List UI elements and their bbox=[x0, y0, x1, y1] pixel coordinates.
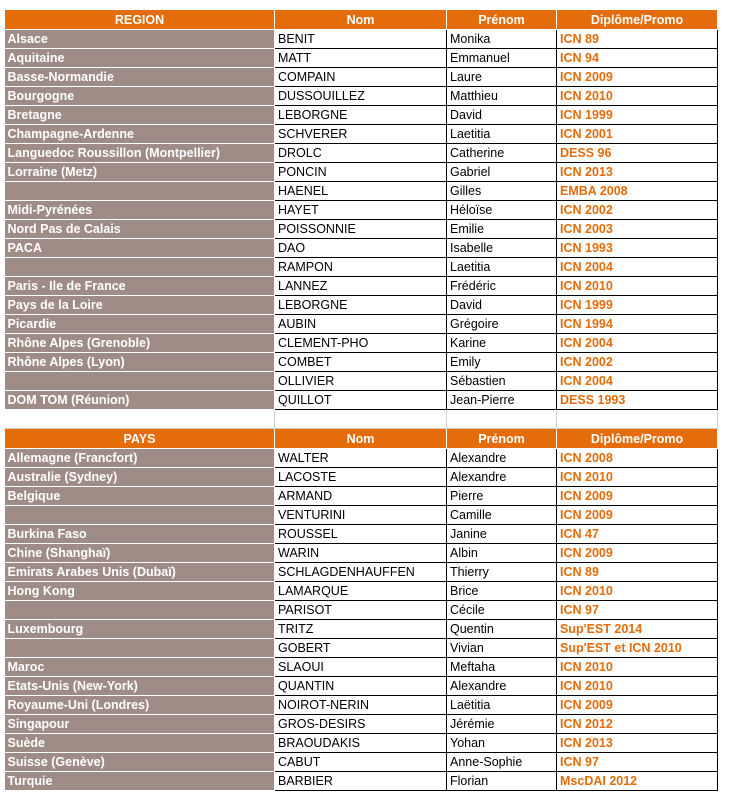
zone-cell: Chine (Shanghaï) bbox=[5, 544, 275, 563]
diplome-cell: ICN 2010 bbox=[557, 468, 718, 487]
diplome-cell: Sup'EST et ICN 2010 bbox=[557, 639, 718, 658]
pays-row bbox=[5, 449, 718, 468]
prenom-cell: Anne-Sophie bbox=[447, 753, 557, 772]
diplome-cell: ICN 2003 bbox=[557, 220, 718, 239]
prenom-cell: Jean-Pierre bbox=[447, 391, 557, 410]
region-row bbox=[5, 239, 718, 258]
zone-cell: Bourgogne bbox=[5, 87, 275, 106]
pays-row bbox=[5, 525, 718, 544]
prenom-cell: Quentin bbox=[447, 620, 557, 639]
nom-cell: VENTURINI bbox=[275, 506, 447, 525]
prenom-cell: Laetitia bbox=[447, 125, 557, 144]
diplome-cell: ICN 2010 bbox=[557, 277, 718, 296]
prenom-cell: David bbox=[447, 106, 557, 125]
zone-cell bbox=[5, 506, 275, 525]
zone-cell: Hong Kong bbox=[5, 582, 275, 601]
prenom-cell: Florian bbox=[447, 772, 557, 791]
nom-cell: LANNEZ bbox=[275, 277, 447, 296]
diplome-cell: ICN 89 bbox=[557, 563, 718, 582]
prenom-cell: Laetitia bbox=[447, 258, 557, 277]
header-nom: Nom bbox=[275, 10, 447, 30]
zone-cell: Singapour bbox=[5, 715, 275, 734]
zone-cell: Champagne-Ardenne bbox=[5, 125, 275, 144]
nom-cell: OLLIVIER bbox=[275, 372, 447, 391]
diplome-cell: ICN 2009 bbox=[557, 68, 718, 87]
zone-cell: Lorraine (Metz) bbox=[5, 163, 275, 182]
nom-cell: TRITZ bbox=[275, 620, 447, 639]
diplome-cell: ICN 47 bbox=[557, 525, 718, 544]
region-row bbox=[5, 144, 718, 163]
header-prenom: Prénom bbox=[447, 429, 557, 449]
pays-row bbox=[5, 563, 718, 582]
nom-cell: ROUSSEL bbox=[275, 525, 447, 544]
diplome-cell: ICN 2002 bbox=[557, 353, 718, 372]
diplome-cell: DESS 96 bbox=[557, 144, 718, 163]
region-header-row bbox=[5, 10, 718, 30]
pays-row bbox=[5, 753, 718, 772]
prenom-cell: Monika bbox=[447, 30, 557, 49]
pays-row bbox=[5, 582, 718, 601]
prenom-cell: Jérémie bbox=[447, 715, 557, 734]
zone-cell: Languedoc Roussillon (Montpellier) bbox=[5, 144, 275, 163]
zone-cell: Nord Pas de Calais bbox=[5, 220, 275, 239]
diplome-cell: ICN 2004 bbox=[557, 372, 718, 391]
prenom-cell: Laëtitia bbox=[447, 696, 557, 715]
prenom-cell: Laure bbox=[447, 68, 557, 87]
diplome-cell: ICN 2002 bbox=[557, 201, 718, 220]
prenom-cell: Emilie bbox=[447, 220, 557, 239]
header-zone: PAYS bbox=[5, 429, 275, 449]
header-diplome: Diplôme/Promo bbox=[557, 429, 718, 449]
zone-cell: Royaume-Uni (Londres) bbox=[5, 696, 275, 715]
prenom-cell: Brice bbox=[447, 582, 557, 601]
nom-cell: CABUT bbox=[275, 753, 447, 772]
zone-cell: Suède bbox=[5, 734, 275, 753]
zone-cell: DOM TOM (Réunion) bbox=[5, 391, 275, 410]
zone-cell: PACA bbox=[5, 239, 275, 258]
zone-cell: Rhône Alpes (Grenoble) bbox=[5, 334, 275, 353]
zone-cell: Turquie bbox=[5, 772, 275, 791]
nom-cell: HAYET bbox=[275, 201, 447, 220]
nom-cell: RAMPON bbox=[275, 258, 447, 277]
zone-cell bbox=[5, 601, 275, 620]
diplome-cell: ICN 2010 bbox=[557, 658, 718, 677]
diplome-cell: MscDAI 2012 bbox=[557, 772, 718, 791]
diplome-cell: ICN 2010 bbox=[557, 582, 718, 601]
pays-row bbox=[5, 544, 718, 563]
zone-cell: Luxembourg bbox=[5, 620, 275, 639]
diplome-cell: ICN 2010 bbox=[557, 87, 718, 106]
zone-cell: Suisse (Genève) bbox=[5, 753, 275, 772]
nom-cell: WARIN bbox=[275, 544, 447, 563]
spacer-cell bbox=[447, 410, 557, 429]
nom-cell: LEBORGNE bbox=[275, 296, 447, 315]
diplome-cell: ICN 2004 bbox=[557, 334, 718, 353]
nom-cell: NOIROT-NERIN bbox=[275, 696, 447, 715]
nom-cell: COMPAIN bbox=[275, 68, 447, 87]
prenom-cell: Alexandre bbox=[447, 468, 557, 487]
diplome-cell: ICN 94 bbox=[557, 49, 718, 68]
nom-cell: SCHVERER bbox=[275, 125, 447, 144]
zone-cell bbox=[5, 182, 275, 201]
pays-row bbox=[5, 696, 718, 715]
pays-row bbox=[5, 468, 718, 487]
prenom-cell: Karine bbox=[447, 334, 557, 353]
diplome-cell: ICN 1999 bbox=[557, 106, 718, 125]
zone-cell: Etats-Unis (New-York) bbox=[5, 677, 275, 696]
spacer-cell bbox=[275, 410, 447, 429]
nom-cell: BRAOUDAKIS bbox=[275, 734, 447, 753]
alumni-sheet bbox=[4, 9, 718, 791]
diplome-cell: ICN 2013 bbox=[557, 163, 718, 182]
zone-cell: Aquitaine bbox=[5, 49, 275, 68]
pays-row bbox=[5, 639, 718, 658]
prenom-cell: Camille bbox=[447, 506, 557, 525]
diplome-cell: ICN 89 bbox=[557, 30, 718, 49]
region-row bbox=[5, 163, 718, 182]
pays-row bbox=[5, 601, 718, 620]
region-row bbox=[5, 201, 718, 220]
nom-cell: AUBIN bbox=[275, 315, 447, 334]
nom-cell: MATT bbox=[275, 49, 447, 68]
spacer-cell bbox=[5, 410, 275, 429]
zone-cell: Emirats Arabes Unis (Dubaï) bbox=[5, 563, 275, 582]
zone-cell: Midi-Pyrénées bbox=[5, 201, 275, 220]
nom-cell: CLEMENT-PHO bbox=[275, 334, 447, 353]
pays-row bbox=[5, 734, 718, 753]
pays-row bbox=[5, 677, 718, 696]
diplome-cell: Sup'EST 2014 bbox=[557, 620, 718, 639]
zone-cell: Bretagne bbox=[5, 106, 275, 125]
nom-cell: DUSSOUILLEZ bbox=[275, 87, 447, 106]
zone-cell: Paris - Ile de France bbox=[5, 277, 275, 296]
prenom-cell: Grégoire bbox=[447, 315, 557, 334]
region-row bbox=[5, 30, 718, 49]
nom-cell: WALTER bbox=[275, 449, 447, 468]
nom-cell: QUANTIN bbox=[275, 677, 447, 696]
header-prenom: Prénom bbox=[447, 10, 557, 30]
nom-cell: ARMAND bbox=[275, 487, 447, 506]
region-row bbox=[5, 391, 718, 410]
diplome-cell: ICN 97 bbox=[557, 753, 718, 772]
nom-cell: SCHLAGDENHAUFFEN bbox=[275, 563, 447, 582]
region-row bbox=[5, 353, 718, 372]
nom-cell: BENIT bbox=[275, 30, 447, 49]
diplome-cell: ICN 2013 bbox=[557, 734, 718, 753]
diplome-cell: ICN 97 bbox=[557, 601, 718, 620]
nom-cell: PONCIN bbox=[275, 163, 447, 182]
pays-header-row bbox=[5, 429, 718, 449]
section-spacer bbox=[5, 410, 718, 429]
prenom-cell: Sébastien bbox=[447, 372, 557, 391]
nom-cell: PARISOT bbox=[275, 601, 447, 620]
region-row bbox=[5, 372, 718, 391]
nom-cell: POISSONNIE bbox=[275, 220, 447, 239]
zone-cell: Pays de la Loire bbox=[5, 296, 275, 315]
header-nom: Nom bbox=[275, 429, 447, 449]
region-row bbox=[5, 334, 718, 353]
prenom-cell: Vivian bbox=[447, 639, 557, 658]
nom-cell: GOBERT bbox=[275, 639, 447, 658]
nom-cell: DAO bbox=[275, 239, 447, 258]
zone-cell: Rhône Alpes (Lyon) bbox=[5, 353, 275, 372]
prenom-cell: Albin bbox=[447, 544, 557, 563]
nom-cell: DROLC bbox=[275, 144, 447, 163]
diplome-cell: ICN 2012 bbox=[557, 715, 718, 734]
prenom-cell: Emily bbox=[447, 353, 557, 372]
pays-row bbox=[5, 487, 718, 506]
region-row bbox=[5, 87, 718, 106]
region-row bbox=[5, 68, 718, 87]
pays-row bbox=[5, 772, 718, 791]
pays-row bbox=[5, 506, 718, 525]
prenom-cell: Cécile bbox=[447, 601, 557, 620]
prenom-cell: Héloïse bbox=[447, 201, 557, 220]
zone-cell bbox=[5, 372, 275, 391]
region-row bbox=[5, 277, 718, 296]
region-row bbox=[5, 125, 718, 144]
nom-cell: LAMARQUE bbox=[275, 582, 447, 601]
diplome-cell: ICN 2009 bbox=[557, 544, 718, 563]
region-row bbox=[5, 106, 718, 125]
pays-row bbox=[5, 658, 718, 677]
zone-cell: Maroc bbox=[5, 658, 275, 677]
prenom-cell: Alexandre bbox=[447, 677, 557, 696]
spacer-cell bbox=[557, 410, 718, 429]
zone-cell: Alsace bbox=[5, 30, 275, 49]
diplome-cell: ICN 1994 bbox=[557, 315, 718, 334]
prenom-cell: Alexandre bbox=[447, 449, 557, 468]
zone-cell bbox=[5, 639, 275, 658]
nom-cell: LACOSTE bbox=[275, 468, 447, 487]
nom-cell: LEBORGNE bbox=[275, 106, 447, 125]
region-row bbox=[5, 49, 718, 68]
prenom-cell: David bbox=[447, 296, 557, 315]
prenom-cell: Emmanuel bbox=[447, 49, 557, 68]
diplome-cell: ICN 2008 bbox=[557, 449, 718, 468]
zone-cell: Picardie bbox=[5, 315, 275, 334]
pays-row bbox=[5, 715, 718, 734]
nom-cell: GROS-DESIRS bbox=[275, 715, 447, 734]
zone-cell bbox=[5, 258, 275, 277]
prenom-cell: Thierry bbox=[447, 563, 557, 582]
region-row bbox=[5, 315, 718, 334]
contacts-table bbox=[4, 9, 718, 791]
diplome-cell: EMBA 2008 bbox=[557, 182, 718, 201]
prenom-cell: Isabelle bbox=[447, 239, 557, 258]
header-diplome: Diplôme/Promo bbox=[557, 10, 718, 30]
prenom-cell: Yohan bbox=[447, 734, 557, 753]
zone-cell: Belgique bbox=[5, 487, 275, 506]
prenom-cell: Gilles bbox=[447, 182, 557, 201]
diplome-cell: ICN 2009 bbox=[557, 487, 718, 506]
nom-cell: BARBIER bbox=[275, 772, 447, 791]
diplome-cell: ICN 1993 bbox=[557, 239, 718, 258]
nom-cell: SLAOUI bbox=[275, 658, 447, 677]
nom-cell: HAENEL bbox=[275, 182, 447, 201]
prenom-cell: Janine bbox=[447, 525, 557, 544]
pays-row bbox=[5, 620, 718, 639]
region-row bbox=[5, 220, 718, 239]
contacts-table-body bbox=[5, 10, 718, 791]
region-row bbox=[5, 182, 718, 201]
header-zone: REGION bbox=[5, 10, 275, 30]
prenom-cell: Catherine bbox=[447, 144, 557, 163]
zone-cell: Allemagne (Francfort) bbox=[5, 449, 275, 468]
diplome-cell: ICN 2010 bbox=[557, 677, 718, 696]
prenom-cell: Matthieu bbox=[447, 87, 557, 106]
zone-cell: Australie (Sydney) bbox=[5, 468, 275, 487]
diplome-cell: ICN 2009 bbox=[557, 696, 718, 715]
prenom-cell: Gabriel bbox=[447, 163, 557, 182]
nom-cell: COMBET bbox=[275, 353, 447, 372]
zone-cell: Basse-Normandie bbox=[5, 68, 275, 87]
prenom-cell: Frédéric bbox=[447, 277, 557, 296]
diplome-cell: ICN 2004 bbox=[557, 258, 718, 277]
diplome-cell: ICN 1999 bbox=[557, 296, 718, 315]
region-row bbox=[5, 258, 718, 277]
prenom-cell: Meftaha bbox=[447, 658, 557, 677]
nom-cell: QUILLOT bbox=[275, 391, 447, 410]
diplome-cell: DESS 1993 bbox=[557, 391, 718, 410]
diplome-cell: ICN 2001 bbox=[557, 125, 718, 144]
zone-cell: Burkina Faso bbox=[5, 525, 275, 544]
diplome-cell: ICN 2009 bbox=[557, 506, 718, 525]
region-row bbox=[5, 296, 718, 315]
prenom-cell: Pierre bbox=[447, 487, 557, 506]
